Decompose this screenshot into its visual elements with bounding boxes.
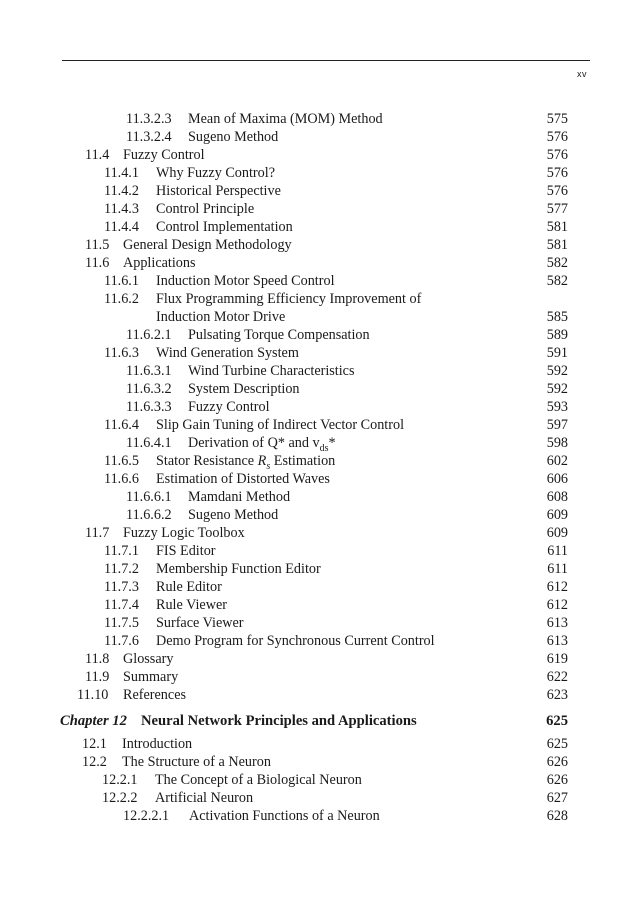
- subscript: s: [266, 460, 271, 472]
- toc-entry-number: 11.10: [77, 687, 109, 703]
- title-tail: Estimation: [270, 453, 336, 469]
- toc-entry-number: 11.7.4: [104, 597, 139, 613]
- toc-entry-number: 11.6.2.1: [126, 327, 172, 343]
- toc-entry-number: 11.4.4: [104, 219, 139, 235]
- toc-entry-number: 11.8: [85, 651, 110, 667]
- toc-entry-page: 582: [546, 273, 568, 289]
- toc-entry-title: The Structure of a Neuron: [122, 754, 271, 770]
- toc-entry-title: FIS Editor: [156, 543, 216, 559]
- toc-entry-page: 598: [546, 435, 568, 451]
- toc-entry-page: 606: [546, 471, 568, 487]
- toc-entry-title: Rule Viewer: [156, 597, 227, 613]
- toc-entry-continuation: [156, 308, 285, 326]
- toc-entry-title: Historical Perspective: [156, 183, 281, 199]
- toc-entry: [126, 506, 278, 524]
- toc-entry-page: 613: [546, 633, 568, 649]
- toc-entry-number: 11.3.2.4: [126, 129, 172, 145]
- toc-entry: [104, 596, 227, 614]
- toc-entry-number: 11.7.2: [104, 561, 139, 577]
- page-number: xv: [577, 69, 587, 79]
- chapter-label: Chapter 12: [60, 713, 127, 729]
- toc-entry-number: 11.5: [85, 237, 110, 253]
- toc-entry-title: Mamdani Method: [188, 489, 291, 505]
- toc-entry-page: 576: [546, 129, 568, 145]
- toc-entry-title: Wind Turbine Characteristics: [188, 363, 355, 379]
- toc-entry-number: 12.2.2.1: [123, 808, 170, 824]
- toc-entry-title: Estimation of Distorted Waves: [156, 471, 330, 487]
- toc-entry-page: 625: [546, 736, 568, 752]
- toc-entry-number: 12.2.2: [102, 790, 138, 806]
- toc-entry: [85, 236, 292, 254]
- chapter-title: Neural Network Principles and Applications: [141, 713, 417, 729]
- toc-entry: [126, 326, 370, 344]
- toc-entry: [85, 146, 205, 164]
- toc-entry-title: Activation Functions of a Neuron: [189, 808, 380, 824]
- title-tail: *: [328, 435, 336, 451]
- toc-entry-page: 581: [546, 219, 568, 235]
- toc-entry-title: Mean of Maxima (MOM) Method: [188, 111, 383, 127]
- toc-entry-title: Induction Motor Speed Control: [156, 273, 335, 289]
- toc-entry-number: 11.6.6.1: [126, 489, 172, 505]
- toc-entry: [123, 807, 380, 825]
- toc-entry-title: General Design Methodology: [123, 237, 292, 253]
- toc-entry-page: 589: [546, 327, 568, 343]
- toc-entry: [104, 218, 293, 236]
- toc-entry-page: 626: [546, 754, 568, 770]
- toc-entry-title: Rule Editor: [156, 579, 222, 595]
- toc-entry-title: Induction Motor Drive: [156, 309, 286, 325]
- toc-entry: [104, 200, 254, 218]
- toc-entry-page: 612: [546, 579, 568, 595]
- toc-entry-number: 11.6.6: [104, 471, 139, 487]
- toc-entry-page: 622: [546, 669, 568, 685]
- toc-entry: [104, 164, 275, 182]
- toc-entry-number: 11.7.5: [104, 615, 139, 631]
- toc-entry-title: Pulsating Torque Compensation: [188, 327, 370, 343]
- toc-entry: [104, 470, 330, 488]
- toc-entry-number: 11.7.3: [104, 579, 139, 595]
- toc-entry: [104, 614, 244, 632]
- toc-entry-title: Fuzzy Logic Toolbox: [123, 525, 245, 541]
- toc-entry-title: Wind Generation System: [156, 345, 299, 361]
- toc-entry-page: 612: [546, 597, 568, 613]
- toc-entry: [85, 254, 196, 272]
- toc-entry: [126, 110, 383, 128]
- toc-entry-number: 11.6.4.1: [126, 435, 172, 451]
- toc-entry-number: 11.6: [85, 255, 110, 271]
- toc-entry-title: Control Principle: [156, 201, 255, 217]
- toc-entry-page: 576: [546, 147, 568, 163]
- toc-entry-page: 611: [547, 543, 568, 559]
- toc-entry-title: The Concept of a Biological Neuron: [155, 772, 362, 788]
- toc-entry-page: 609: [546, 525, 568, 541]
- toc-entry-number: 11.3.2.3: [126, 111, 172, 127]
- toc-entry-number: 11.6.3: [104, 345, 139, 361]
- toc-entry-page: 592: [546, 381, 568, 397]
- toc-entry: [104, 632, 435, 650]
- toc-entry-number: 11.6.1: [104, 273, 139, 289]
- toc-entry: [126, 398, 270, 416]
- toc-entry-title: Demo Program for Synchronous Current Control: [156, 633, 435, 649]
- toc-entry-page: 575: [546, 111, 568, 127]
- toc-entry-number: 11.6.3.1: [126, 363, 172, 379]
- toc-entry-title: Artificial Neuron: [155, 790, 254, 806]
- toc-entry-page: 591: [546, 345, 568, 361]
- chapter-page: 625: [546, 713, 568, 729]
- toc-entry-page: 592: [546, 363, 568, 379]
- toc-entry-title: Membership Function Editor: [156, 561, 321, 577]
- toc-entry-title: Applications: [123, 255, 196, 271]
- toc-entry-page: 582: [546, 255, 568, 271]
- subscript: ds: [319, 442, 329, 454]
- toc-entry-title: Fuzzy Control: [188, 399, 270, 415]
- title-text: Derivation of Q* and v: [188, 435, 320, 451]
- toc-entry-number: 12.2.1: [102, 772, 138, 788]
- italic-symbol: R: [257, 453, 267, 469]
- toc-entry-number: 11.4.2: [104, 183, 139, 199]
- toc-entry-number: 11.4: [85, 147, 110, 163]
- toc-entry: [104, 542, 216, 560]
- toc-entry: [85, 524, 245, 542]
- toc-entry-title: Glossary: [123, 651, 174, 667]
- toc-entry-number: 12.1: [82, 736, 107, 752]
- toc-entry: [126, 362, 355, 380]
- toc-entry-page: 628: [546, 808, 568, 824]
- toc-entry-number: 11.6.4: [104, 417, 139, 433]
- toc-entry-number: 11.6.3.3: [126, 399, 172, 415]
- toc-entry: [104, 452, 335, 470]
- toc-entry-number: 11.7: [85, 525, 110, 541]
- toc-entry-title: Control Implementation: [156, 219, 293, 235]
- toc-entry: [85, 668, 178, 686]
- toc-entry: [82, 753, 271, 771]
- toc-entry: [126, 380, 300, 398]
- toc-entry: [85, 650, 173, 668]
- chapter-heading: [60, 712, 417, 730]
- toc-entry-page: 613: [546, 615, 568, 631]
- toc-entry: [104, 344, 299, 362]
- toc-entry: [104, 560, 321, 578]
- toc-entry-title: Sugeno Method: [188, 129, 279, 145]
- toc-entry: [102, 771, 362, 789]
- toc-entry: [104, 272, 335, 290]
- toc-entry-page: 593: [546, 399, 568, 415]
- toc-entry-page: 576: [546, 183, 568, 199]
- toc-entry-title: References: [123, 687, 187, 703]
- toc-entry-number: 11.7.1: [104, 543, 139, 559]
- toc-entry-page: 623: [546, 687, 568, 703]
- toc-entry-title: Why Fuzzy Control?: [156, 165, 275, 181]
- toc-entry: [104, 578, 222, 596]
- toc-entry-page: 576: [546, 165, 568, 181]
- toc-entry-page: 626: [546, 772, 568, 788]
- toc-entry-page: 619: [546, 651, 568, 667]
- toc-entry: [77, 686, 186, 704]
- toc-entry-number: 11.6.5: [104, 453, 139, 469]
- toc-entry-title: Slip Gain Tuning of Indirect Vector Control: [156, 417, 405, 433]
- toc-entry-page: 611: [547, 561, 568, 577]
- toc-entry-title: Surface Viewer: [156, 615, 244, 631]
- toc-entry: [126, 434, 336, 452]
- toc-entry-page: 577: [546, 201, 568, 217]
- toc-entry: [104, 416, 404, 434]
- toc-entry: [104, 290, 421, 308]
- toc-entry: [104, 182, 281, 200]
- toc-entry: [126, 488, 290, 506]
- title-text: Stator Resistance: [156, 453, 258, 469]
- toc-entry-number: 11.7.6: [104, 633, 139, 649]
- toc-entry-page: 627: [546, 790, 568, 806]
- toc-entry-page: 597: [546, 417, 568, 433]
- toc-entry-number: 11.6.3.2: [126, 381, 172, 397]
- toc-entry-title: System Description: [188, 381, 300, 397]
- toc-entry-title: Introduction: [122, 736, 193, 752]
- toc-entry-number: 11.6.2: [104, 291, 139, 307]
- toc-entry-title: Fuzzy Control: [123, 147, 205, 163]
- toc-entry-title: Flux Programming Efficiency Improvement of: [156, 291, 422, 307]
- toc-entry: [82, 735, 192, 753]
- toc-entry: [126, 128, 278, 146]
- toc-entry: [102, 789, 253, 807]
- toc-entry-page: 585: [546, 309, 568, 325]
- toc-entry-number: 11.9: [85, 669, 110, 685]
- toc-entry-page: 608: [546, 489, 568, 505]
- toc-entry-number: 11.4.1: [104, 165, 139, 181]
- toc-entry-number: 11.4.3: [104, 201, 139, 217]
- toc-entry-page: 602: [546, 453, 568, 469]
- toc-entry-number: 12.2: [82, 754, 107, 770]
- toc-entry-page: 609: [546, 507, 568, 523]
- toc-entry-title: Summary: [123, 669, 179, 685]
- toc-entry-title: Sugeno Method: [188, 507, 279, 523]
- toc-entry-page: 581: [546, 237, 568, 253]
- toc-entry-number: 11.6.6.2: [126, 507, 172, 523]
